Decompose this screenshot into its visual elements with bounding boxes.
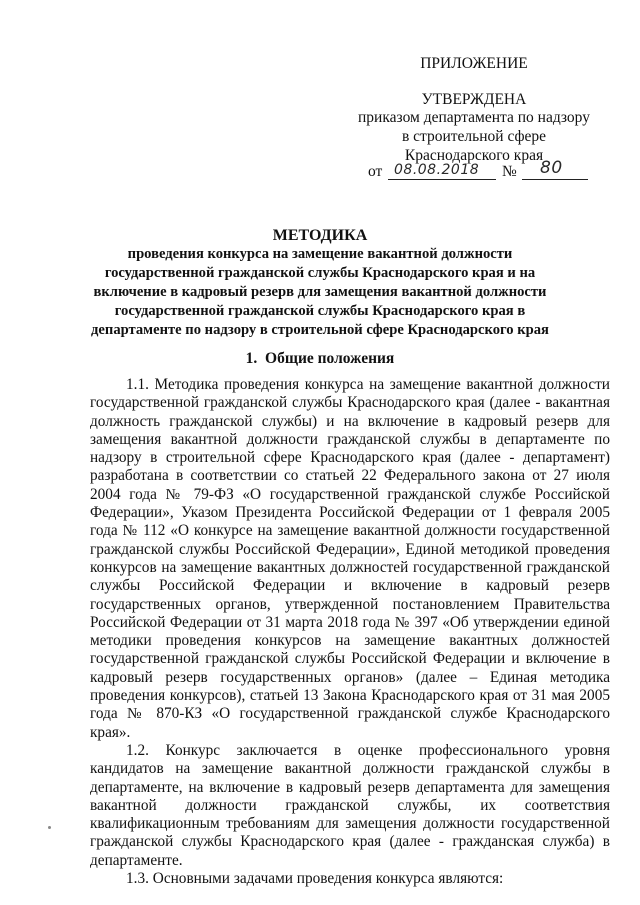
number-prefix: № <box>502 163 517 180</box>
number-underline <box>522 179 588 180</box>
approval-order-text: приказом департамента по надзору в строительной сфере Краснодарского края <box>358 109 590 164</box>
document-subtitle: проведения конкурса на замещение вакантной должности государственной гражданской службы Краснодарского края и на включение в кадровый резерв для замещения вакантной должности государственной гражданской службы Краснодарского края в департаменте по надзору в строительной сфере Краснодарского края <box>91 246 549 338</box>
document-body <box>90 376 610 888</box>
handwritten-date: 08.08.2018 <box>394 162 480 178</box>
approved-label: УТВЕРЖДЕНА <box>421 91 527 108</box>
document-title: МЕТОДИКА <box>272 227 368 244</box>
scan-speck <box>48 826 51 829</box>
date-prefix: от <box>368 163 383 180</box>
paragraph-1-2: 1.2. Конкурс заключается в оценке профессионального уровня кандидатов на замещение вакантной должности гражданской службы в департаменте, на включение в кадровый резерв департамента для замещения вакантной должности гражданской службы, их соответствия квалификационным требованиям для замещения должности государственной гражданской службы Краснодарского края (далее - гражданская служба) в департаменте. <box>90 741 610 869</box>
handwritten-number: 80 <box>540 158 563 178</box>
order-date-number-line <box>368 158 588 182</box>
section-title: Общие положения <box>265 350 395 367</box>
section-number: 1. <box>245 350 258 367</box>
paragraph-1-3: 1.3. Основными задачами проведения конкурса являются: <box>126 870 504 888</box>
section-heading <box>0 349 640 369</box>
paragraph-1-1: 1.1. Методика проведения конкурса на замещение вакантной должности государственной гражданской службы Краснодарского края (далее - вакантная должность гражданской службы) и на включение в кадровый резерв для замещения вакантной должности гражданской службы в департаменте по надзору в строительной сфере Краснодарского края (далее - департамент) разработана в соответствии со статьей 22 Федерального закона от 27 июля 2004 года № 79-ФЗ «О государственной гражданской службе Российской Федерации», Указом Президента Российской Федерации от 1 февраля 2005 года № 112 «О конкурсе на замещение вакантной должности государственной гражданской службы Российской Федерации», Единой методикой проведения конкурсов на замещение вакантных должностей государственной гражданской службы Российской Федерации и включение в кадровый резерв государственных органов, утвержденной постановлением Правительства Российской Федерации от 31 марта 2018 года № 397 «Об утверждении единой методики проведения конкурсов на замещение вакантных должностей государственной гражданской службы Российской Федерации и включение в кадровый резерв государственных органов» (далее – Единая методика проведения конкурсов), статьей 13 Закона Краснодарского края от 31 мая 2005 года № 870-КЗ «О государственной гражданской службе Краснодарского края». <box>90 376 610 741</box>
annex-label: ПРИЛОЖЕНИЕ <box>420 55 528 72</box>
